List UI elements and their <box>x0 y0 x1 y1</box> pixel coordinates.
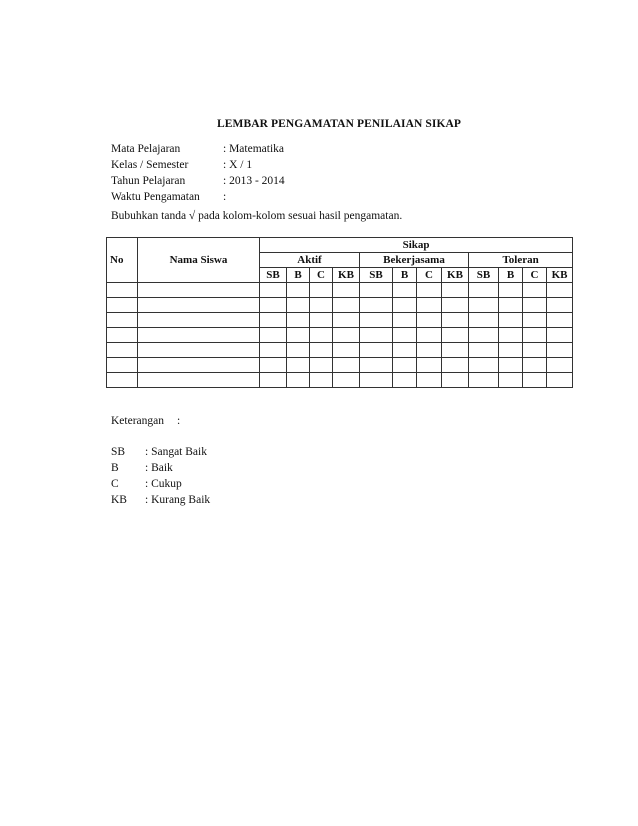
cell-check <box>287 358 310 373</box>
legend-separator: : <box>177 415 181 427</box>
cell-check <box>523 373 547 388</box>
cell-check <box>417 313 442 328</box>
cell-check <box>287 298 310 313</box>
cell-check <box>442 328 469 343</box>
cell-check <box>469 298 499 313</box>
legend-item <box>111 444 210 460</box>
instruction-text: Bubuhkan tanda √ pada kolom-kolom sesuai hasil pengamatan. <box>111 210 403 222</box>
legend-code: C <box>111 478 119 490</box>
cell-check <box>442 358 469 373</box>
legend-code: KB <box>111 494 127 506</box>
cell-check <box>260 343 287 358</box>
info-value: : X / 1 <box>223 159 253 171</box>
cell-check <box>547 358 573 373</box>
cell-check <box>547 373 573 388</box>
cell-check <box>469 358 499 373</box>
info-row-class <box>111 157 285 173</box>
legend <box>111 413 210 508</box>
sub-header-kb: KB <box>333 268 360 283</box>
cell-check <box>442 313 469 328</box>
page-title: LEMBAR PENGAMATAN PENILAIAN SIKAP <box>216 118 462 130</box>
cell-check <box>393 313 417 328</box>
cell-check <box>333 313 360 328</box>
cell-check <box>310 358 333 373</box>
cell-check <box>469 328 499 343</box>
header-group-bekerjasama: Bekerjasama <box>360 253 469 268</box>
cell-check <box>393 358 417 373</box>
cell-no <box>107 313 138 328</box>
cell-check <box>333 358 360 373</box>
info-row-year <box>111 173 285 189</box>
table-row <box>107 298 573 313</box>
table-row <box>107 343 573 358</box>
cell-check <box>417 343 442 358</box>
cell-check <box>417 328 442 343</box>
cell-check <box>523 358 547 373</box>
sub-header-sb: SB <box>360 268 393 283</box>
info-label: Waktu Pengamatan <box>111 191 200 203</box>
sub-header-b: B <box>287 268 310 283</box>
cell-check <box>442 373 469 388</box>
table-row <box>107 373 573 388</box>
cell-check <box>499 298 523 313</box>
cell-check <box>333 298 360 313</box>
cell-check <box>260 373 287 388</box>
cell-no <box>107 373 138 388</box>
sub-header-b: B <box>499 268 523 283</box>
cell-check <box>287 283 310 298</box>
legend-meaning: : Sangat Baik <box>145 446 207 458</box>
legend-meaning: : Kurang Baik <box>145 494 211 506</box>
cell-check <box>417 358 442 373</box>
sub-header-kb: KB <box>442 268 469 283</box>
info-value: : <box>223 191 227 203</box>
cell-check <box>393 343 417 358</box>
legend-item <box>111 492 210 508</box>
cell-check <box>393 298 417 313</box>
sub-header-kb: KB <box>547 268 573 283</box>
cell-student-name <box>138 283 260 298</box>
cell-check <box>360 283 393 298</box>
cell-check <box>360 313 393 328</box>
cell-check <box>260 313 287 328</box>
legend-meaning: : Baik <box>145 462 173 474</box>
cell-check <box>547 343 573 358</box>
cell-check <box>287 373 310 388</box>
assessment-table <box>106 237 573 388</box>
cell-check <box>310 328 333 343</box>
cell-check <box>499 343 523 358</box>
cell-check <box>287 313 310 328</box>
cell-check <box>260 283 287 298</box>
cell-check <box>360 343 393 358</box>
cell-check <box>499 328 523 343</box>
cell-check <box>523 283 547 298</box>
legend-code: B <box>111 462 119 474</box>
cell-student-name <box>138 328 260 343</box>
table-row <box>107 328 573 343</box>
cell-check <box>523 313 547 328</box>
legend-title-row <box>111 413 210 429</box>
cell-check <box>287 343 310 358</box>
cell-check <box>499 373 523 388</box>
cell-check <box>260 298 287 313</box>
cell-check <box>442 298 469 313</box>
cell-student-name <box>138 313 260 328</box>
cell-check <box>469 283 499 298</box>
cell-no <box>107 343 138 358</box>
sub-header-b: B <box>393 268 417 283</box>
table-row <box>107 313 573 328</box>
header-student-name: Nama Siswa <box>138 238 260 283</box>
cell-check <box>360 328 393 343</box>
cell-check <box>547 313 573 328</box>
cell-check <box>333 343 360 358</box>
cell-check <box>417 283 442 298</box>
info-row-time <box>111 189 285 205</box>
cell-check <box>547 328 573 343</box>
header-group-aktif: Aktif <box>260 253 360 268</box>
cell-check <box>499 313 523 328</box>
cell-check <box>523 343 547 358</box>
table-row <box>107 358 573 373</box>
cell-student-name <box>138 358 260 373</box>
info-row-subject <box>111 141 285 157</box>
cell-check <box>499 358 523 373</box>
legend-code: SB <box>111 446 126 458</box>
cell-student-name <box>138 343 260 358</box>
info-label: Mata Pelajaran <box>111 143 181 155</box>
cell-no <box>107 298 138 313</box>
sub-header-sb: SB <box>260 268 287 283</box>
cell-check <box>310 298 333 313</box>
cell-check <box>260 328 287 343</box>
header-group-toleran: Toleran <box>469 253 573 268</box>
cell-check <box>393 328 417 343</box>
info-label: Kelas / Semester <box>111 159 189 171</box>
cell-student-name <box>138 373 260 388</box>
cell-check <box>287 328 310 343</box>
cell-check <box>393 373 417 388</box>
header-sikap: Sikap <box>260 238 573 253</box>
cell-check <box>333 283 360 298</box>
legend-title: Keterangan <box>111 415 164 427</box>
cell-no <box>107 328 138 343</box>
legend-meaning: : Cukup <box>145 478 182 490</box>
cell-check <box>417 298 442 313</box>
cell-check <box>310 283 333 298</box>
info-block <box>111 141 285 205</box>
cell-check <box>523 298 547 313</box>
cell-check <box>260 358 287 373</box>
table-body <box>107 283 573 388</box>
cell-check <box>442 343 469 358</box>
sub-header-c: C <box>310 268 333 283</box>
cell-check <box>333 373 360 388</box>
cell-no <box>107 283 138 298</box>
sub-header-c: C <box>523 268 547 283</box>
header-no: No <box>107 238 138 283</box>
cell-check <box>333 328 360 343</box>
cell-student-name <box>138 298 260 313</box>
cell-check <box>547 283 573 298</box>
cell-check <box>523 328 547 343</box>
cell-check <box>310 313 333 328</box>
cell-check <box>442 283 469 298</box>
cell-check <box>499 283 523 298</box>
legend-item <box>111 476 210 492</box>
cell-no <box>107 358 138 373</box>
sub-header-sb: SB <box>469 268 499 283</box>
legend-item <box>111 460 210 476</box>
cell-check <box>417 373 442 388</box>
cell-check <box>310 343 333 358</box>
cell-check <box>360 358 393 373</box>
info-label: Tahun Pelajaran <box>111 175 186 187</box>
table-row <box>107 283 573 298</box>
cell-check <box>469 343 499 358</box>
cell-check <box>469 313 499 328</box>
info-value: : 2013 - 2014 <box>223 175 285 187</box>
info-value: : Matematika <box>223 143 284 155</box>
cell-check <box>393 283 417 298</box>
cell-check <box>360 298 393 313</box>
cell-check <box>547 298 573 313</box>
cell-check <box>360 373 393 388</box>
cell-check <box>469 373 499 388</box>
cell-check <box>310 373 333 388</box>
sub-header-c: C <box>417 268 442 283</box>
